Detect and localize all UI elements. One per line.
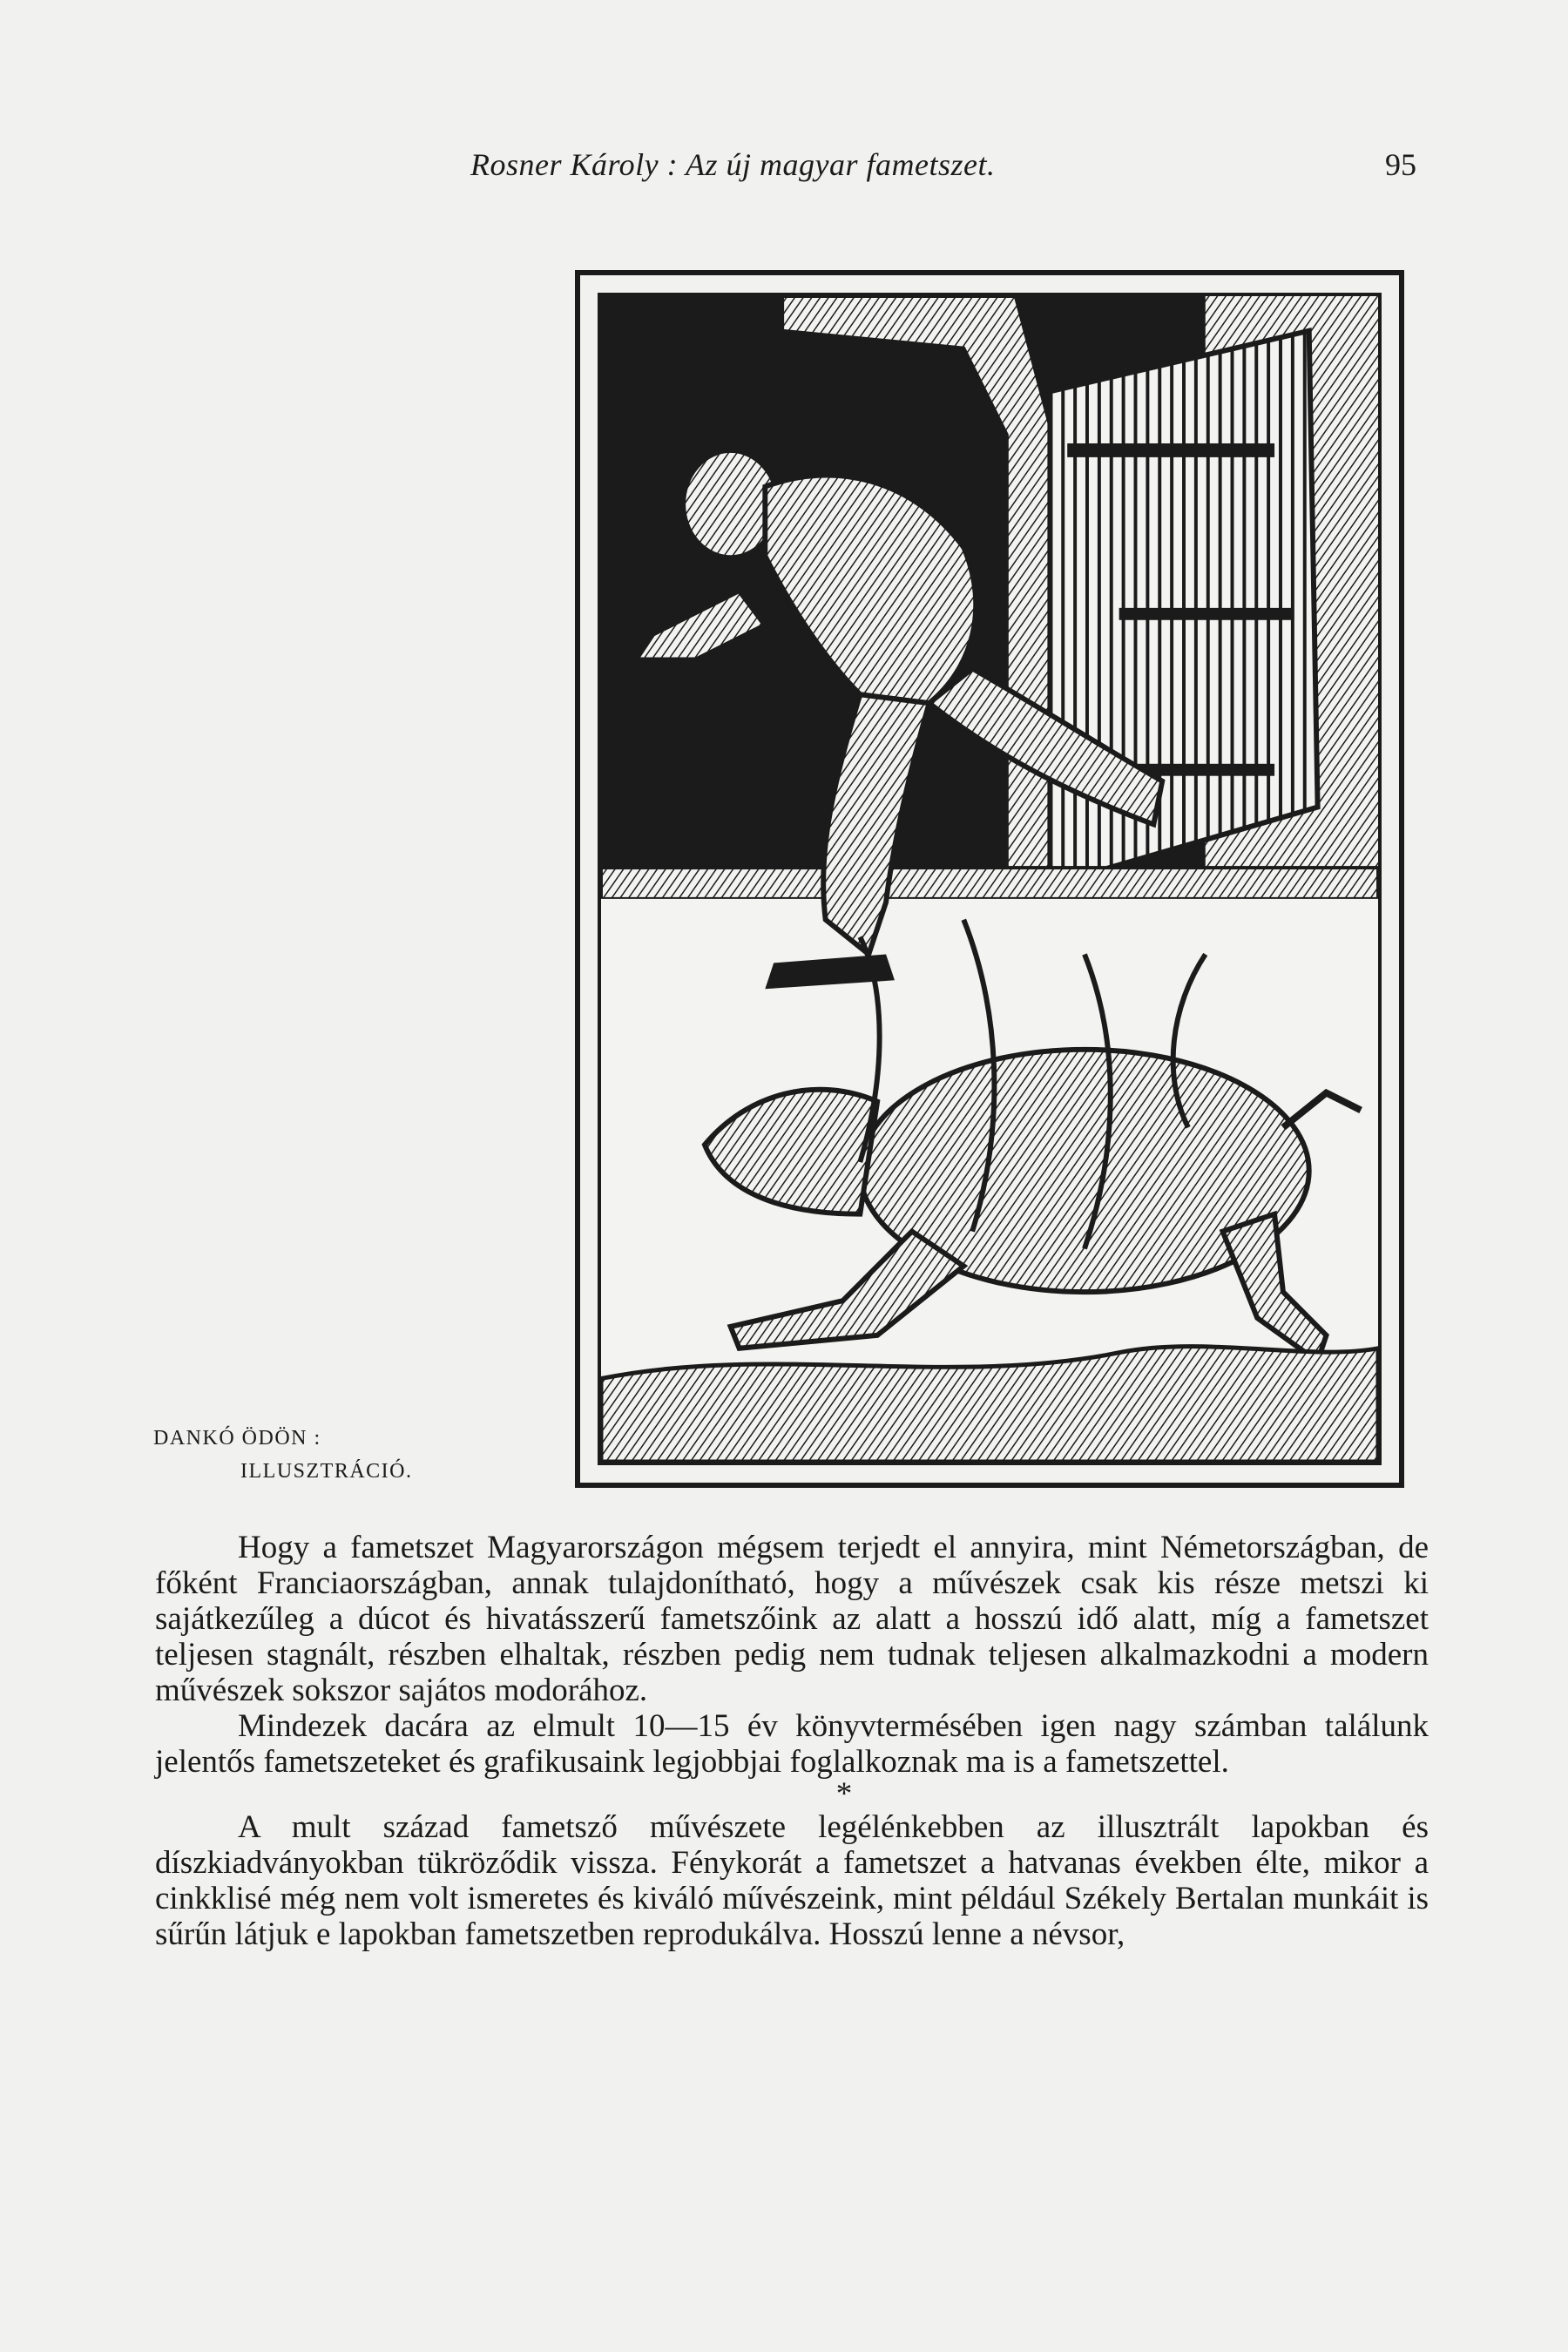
body-text [155,1530,1429,1952]
woodcut-illustration [575,270,1404,1488]
section-separator: * [835,1776,853,1812]
paragraph: Mindezek dacára az elmult 10—15 év könyvtermésében igen nagy számban találunk jelentős fametszeteket és grafikusaink legjobbjai foglalkoznak ma is a fametszettel. [155,1708,1429,1780]
paragraph: A mult század fametsző művészete legélénkebben az illusztrált lapokban és díszkiadványokban tükröződik vissza. Fénykorát a fametszet a hatvanas években élte, mikor a cinkklisé még nem volt ismeretes és kiváló művészeink, mint például Székely Bertalan munkáit is sűrűn látjuk e lapokban fametszetben reprodukálva. Hosszú lenne a névsor, [155,1809,1429,1952]
figure-caption [153,1422,554,1488]
woodcut-image [598,293,1382,1465]
running-head [470,146,1416,190]
caption-artist: DANKÓ ÖDÖN : [153,1427,321,1450]
caption-title: ILLUSZTRÁCIÓ. [240,1460,413,1483]
page-number: 95 [1385,147,1416,182]
paragraph: Hogy a fametszet Magyarországon mégsem terjedt el annyira, mint Németországban, de főként Franciaországban, annak tulajdonítható, hogy a művészek csak kis része metszi ki sajátkezűleg a dúcot és hivatásszerű fametszőink az alatt a hosszú idő alatt, míg a fametszet teljesen stagnált, részben elhaltak, részben pedig nem tudnak teljesen alkalmazkodni a modern művészek sokszor sajátos modorához. [155,1530,1429,1708]
running-title: Rosner Károly : Az új magyar fametszet. [470,147,996,182]
